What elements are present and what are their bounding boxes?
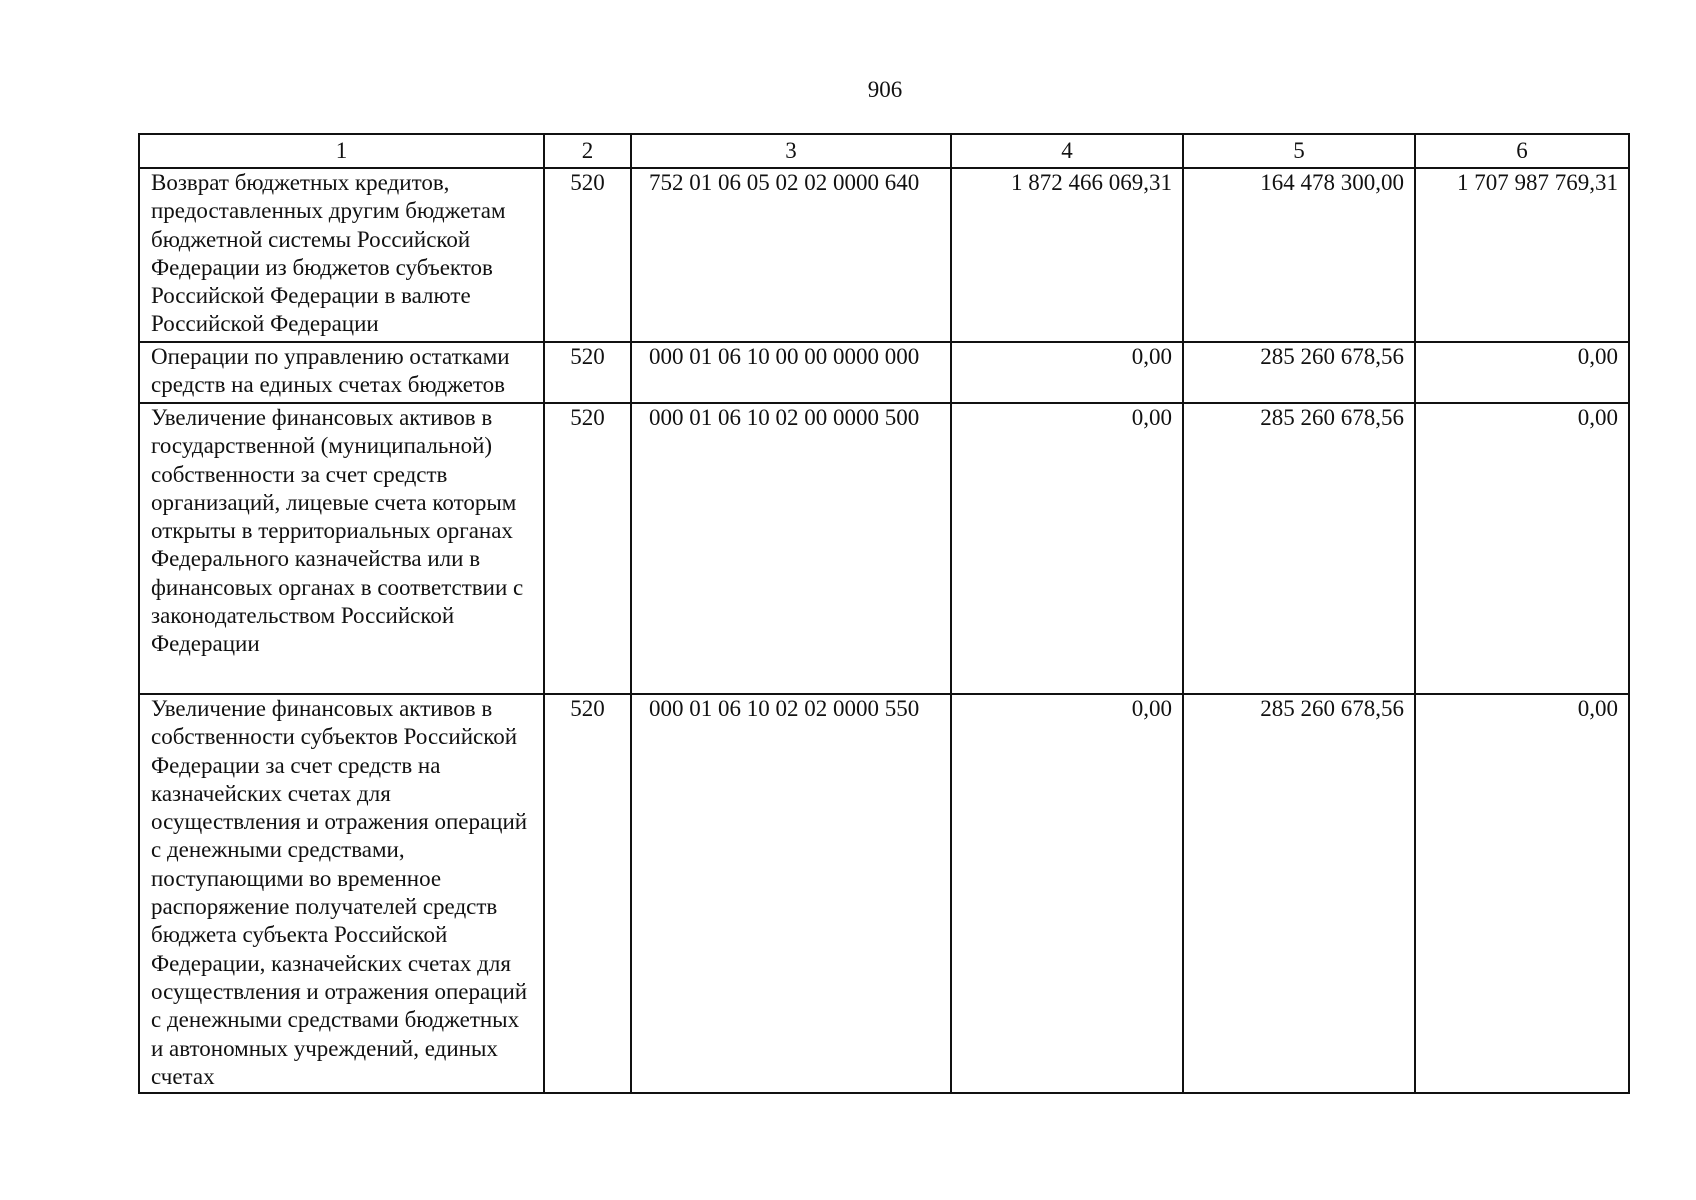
page-number: 906: [867, 77, 903, 102]
executed-amount-cell: 164 478 300,00: [1183, 168, 1415, 342]
column-number-header-row: [139, 134, 1629, 168]
column-header-3: 3: [631, 134, 951, 168]
row-name-cell: Увеличение финансовых активов в государственной (муниципальной) собственности за счет средств организаций, лицевые счета которым открыты в территориальных органах Федерального казначейства или в финансовых органах в соответствии с законодательством Российской Федерации: [139, 403, 544, 694]
row-name-cell: Операции по управлению остатками средств на единых счетах бюджетов: [139, 342, 544, 403]
approved-amount-cell: 1 872 466 069,31: [951, 168, 1183, 342]
executed-amount-cell: 285 260 678,56: [1183, 342, 1415, 403]
column-header-1: 1: [139, 134, 544, 168]
row-name-cell: Возврат бюджетных кредитов, предоставленных другим бюджетам бюджетной системы Российской Федерации из бюджетов субъектов Российской Федерации в валюте Российской Федерации: [139, 168, 544, 342]
column-header-5: 5: [1183, 134, 1415, 168]
source-code-cell: 752 01 06 05 02 02 0000 640: [631, 168, 951, 342]
unexecuted-amount-cell: 0,00: [1415, 342, 1629, 403]
row-name-cell: Увеличение финансовых активов в собственности субъектов Российской Федерации за счет средств на казначейских счетах для осуществления и отражения операций с денежными средствами, поступающими во временное распоряжение получателей средств бюджета субъекта Российской Федерации, казначейских счетах для осуществления и отражения операций с денежными средствами бюджетных и автономных учреждений, единых счетах: [139, 694, 544, 1093]
source-code-cell: 000 01 06 10 02 02 0000 550: [631, 694, 951, 1093]
source-code-cell: 000 01 06 10 02 00 0000 500: [631, 403, 951, 694]
table-row: [139, 403, 1629, 694]
table-row: [139, 694, 1629, 1093]
column-header-6: 6: [1415, 134, 1629, 168]
line-code-cell: 520: [544, 342, 631, 403]
line-code-cell: 520: [544, 694, 631, 1093]
table-row: [139, 342, 1629, 403]
line-code-cell: 520: [544, 403, 631, 694]
table-row: [139, 168, 1629, 342]
column-header-4: 4: [951, 134, 1183, 168]
unexecuted-amount-cell: 0,00: [1415, 403, 1629, 694]
column-header-2: 2: [544, 134, 631, 168]
approved-amount-cell: 0,00: [951, 694, 1183, 1093]
executed-amount-cell: 285 260 678,56: [1183, 403, 1415, 694]
source-code-cell: 000 01 06 10 00 00 0000 000: [631, 342, 951, 403]
executed-amount-cell: 285 260 678,56: [1183, 694, 1415, 1093]
unexecuted-amount-cell: 0,00: [1415, 694, 1629, 1093]
line-code-cell: 520: [544, 168, 631, 342]
budget-sources-table: [138, 133, 1630, 1094]
unexecuted-amount-cell: 1 707 987 769,31: [1415, 168, 1629, 342]
approved-amount-cell: 0,00: [951, 403, 1183, 694]
approved-amount-cell: 0,00: [951, 342, 1183, 403]
